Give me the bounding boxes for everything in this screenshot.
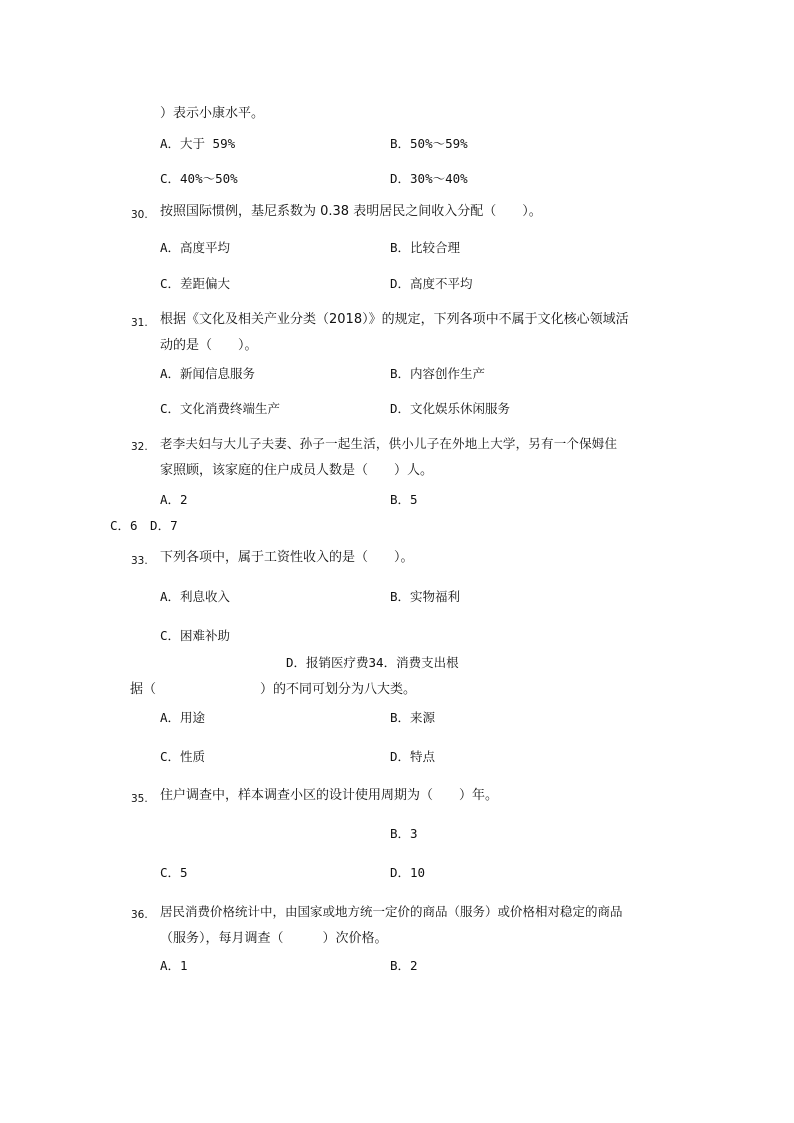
q36-option-a: A．1 bbox=[160, 958, 188, 973]
question-33-number: 33. bbox=[131, 555, 148, 567]
question-35-text: 住户调查中，样本调查小区的设计使用周期为（ ）年。 bbox=[160, 788, 499, 803]
q34-option-d: D．特点 bbox=[390, 749, 436, 764]
q30-option-d: D．高度不平均 bbox=[390, 276, 473, 291]
q29-option-c: C．40%～50% bbox=[160, 171, 238, 186]
question-33-text: 下列各项中，属于工资性收入的是（ ）。 bbox=[160, 550, 414, 565]
q35-option-d: D．10 bbox=[390, 865, 426, 880]
question-30-text: 按照国际惯例，基尼系数为 0.38 表明居民之间收入分配（ ）。 bbox=[160, 204, 542, 219]
q33-option-b: B．实物福利 bbox=[390, 589, 461, 604]
question-32-text-line2: 家照顾，该家庭的住户成员人数是（ ）人。 bbox=[160, 463, 434, 478]
question-31-number: 31. bbox=[131, 317, 148, 329]
question-29-tail: ）表示小康水平。 bbox=[160, 106, 265, 121]
q31-option-b: B．内容创作生产 bbox=[390, 366, 486, 381]
question-34-text: 据（ ）的不同可划分为八大类。 bbox=[130, 682, 417, 697]
question-30-number: 30. bbox=[131, 209, 148, 221]
question-32-text-line1: 老李夫妇与大儿子夫妻、孙子一起生活，供小儿子在外地上大学，另有一个保姆住 bbox=[160, 436, 618, 451]
q32-option-c-d: C．6 D．7 bbox=[110, 518, 178, 533]
q30-option-c: C．差距偏大 bbox=[160, 276, 231, 291]
question-36-text-line2: （服务），每月调查（ ）次价格。 bbox=[160, 931, 388, 946]
q34-option-a: A．用途 bbox=[160, 710, 206, 725]
question-32-number: 32. bbox=[131, 441, 148, 453]
q31-option-c: C．文化消费终端生产 bbox=[160, 401, 281, 416]
q36-option-b: B．2 bbox=[390, 958, 418, 973]
question-31-text-line1: 根据《文化及相关产业分类（2018）》的规定，下列各项中不属于文化核心领域活 bbox=[160, 312, 629, 327]
q29-option-b: B．50%～59% bbox=[390, 136, 468, 151]
q30-option-b: B．比较合理 bbox=[390, 240, 461, 255]
q32-option-b: B．5 bbox=[390, 492, 418, 507]
q33-option-d-and-q34-start: D．报销医疗费34．消费支出根 bbox=[286, 655, 459, 670]
question-36-text-line1: 居民消费价格统计中，由国家或地方统一定价的商品（服务）或价格相对稳定的商品 bbox=[160, 904, 623, 919]
q34-option-c: C．性质 bbox=[160, 749, 206, 764]
q30-option-a: A．高度平均 bbox=[160, 240, 231, 255]
q35-option-b: B．3 bbox=[390, 826, 418, 841]
q35-option-c: C．5 bbox=[160, 865, 188, 880]
question-36-number: 36. bbox=[131, 909, 148, 921]
question-31-text-line2: 动的是（ ）。 bbox=[160, 338, 258, 353]
q33-option-a: A．利息收入 bbox=[160, 589, 231, 604]
q32-option-a: A．2 bbox=[160, 492, 188, 507]
q29-option-d: D．30%～40% bbox=[390, 171, 468, 186]
question-35-number: 35. bbox=[131, 793, 148, 805]
q33-option-c: C．困难补助 bbox=[160, 628, 231, 643]
q34-option-b: B．来源 bbox=[390, 710, 436, 725]
q31-option-d: D．文化娱乐休闲服务 bbox=[390, 401, 511, 416]
q31-option-a: A．新闻信息服务 bbox=[160, 366, 256, 381]
q29-option-a: A．大于 59% bbox=[160, 136, 236, 151]
